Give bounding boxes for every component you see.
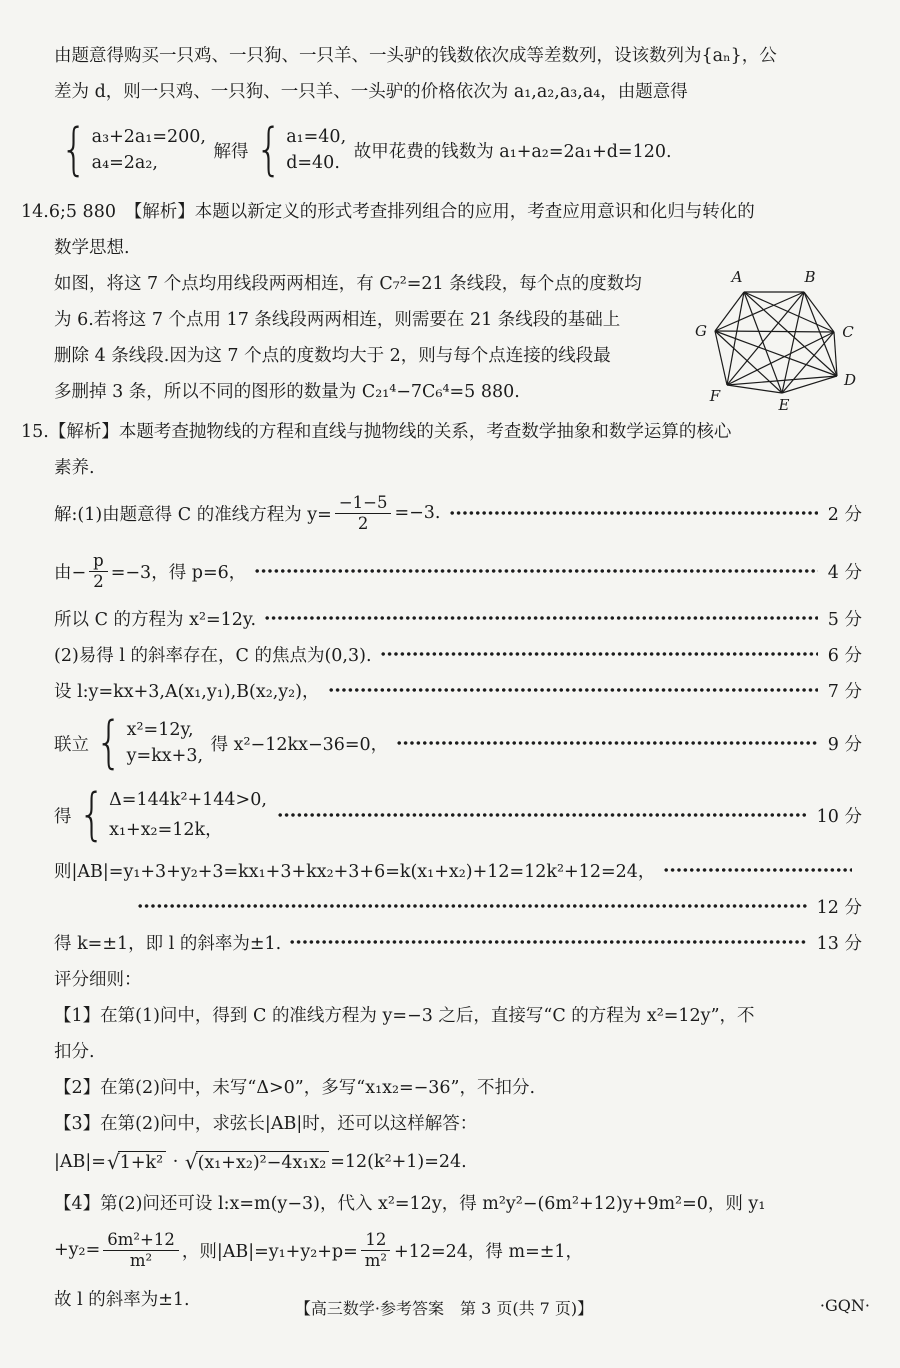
score-label: 2 分	[827, 504, 862, 525]
question-13-14-solution	[21, 36, 862, 264]
text-line	[21, 412, 862, 448]
score-label: 10 分	[816, 806, 862, 827]
math-text: 多删掉 3 条，所以不同的图形的数量为 C₂₁⁴−7C₆⁴=5 880.	[54, 381, 520, 402]
footer-code-label: ·GQN·	[819, 1296, 870, 1315]
question-15-solution	[21, 412, 862, 1316]
math-text: 【3】在第(2)问中，求弦长|AB|时，还可以这样解答：	[54, 1113, 478, 1134]
math-text: 差为 d，则一只鸡、一只狗、一只羊、一头驴的价格依次为 a₁,a₂,a₃,a₄，由题意得	[54, 81, 688, 102]
math-text: 则|AB|=y₁+3+y₂+3=kx₁+3+kx₂+3+6=k(x₁+x₂)+12=12k²+12=24，	[54, 861, 656, 882]
vertex-label-B: B	[804, 268, 816, 286]
text-line	[54, 542, 862, 600]
math-text: 为 6.若将这 7 个点用 17 条线段两两相连，则需要在 21 条线段的基础上	[54, 309, 621, 330]
graph-edge-BG	[715, 292, 804, 331]
math-text: 解得	[207, 141, 249, 162]
text-line	[54, 996, 862, 1032]
text-line	[54, 960, 862, 996]
brace-system: { x²=12y, y=kx+3,	[95, 709, 204, 775]
math-text: =−3.	[394, 503, 441, 523]
math-text: 由题意得购买一只鸡、一只狗、一只羊、一头驴的钱数依次成等差数列，设该数列为{aₙ}，公	[54, 45, 777, 66]
text-line	[54, 636, 862, 672]
fraction: $\frac{\text{6m²+12}}{\text{m²}}$	[103, 1230, 179, 1271]
dotted-leader	[277, 813, 807, 817]
math-text: 【1】在第(1)问中，得到 C 的准线方程为 y=−3 之后，直接写“C 的方程为 x²=12y”，不	[54, 1005, 755, 1026]
math-text: ，则|AB|=y₁+y₂+p=	[181, 1241, 358, 1262]
brace-system: { Δ=144k²+144>0, x₁+x₂=12k，	[77, 781, 267, 847]
text-line	[21, 192, 862, 228]
vertex-label-G: G	[695, 322, 707, 340]
math-text: 得 k=±1，即 l 的斜率为±1.	[54, 933, 282, 954]
text-line	[54, 484, 862, 542]
math-text: =12(k²+1)=24.	[330, 1152, 467, 1172]
text-line	[54, 228, 862, 264]
text-line	[54, 1220, 862, 1280]
math-text: +y₂=	[54, 1240, 101, 1260]
text-line	[54, 36, 862, 72]
math-text: +12=24，得 m=±1，	[394, 1241, 584, 1262]
math-text: 评分细则：	[54, 969, 142, 990]
text-line	[54, 1184, 862, 1220]
page-footer	[0, 1296, 900, 1326]
score-label: 7 分	[827, 681, 862, 702]
math-text: 素养.	[54, 457, 95, 478]
graph-edge-BC	[804, 292, 834, 332]
math-text: 如图，将这 7 个点均用线段两两相连，有 C₇²=21 条线段，每个点的度数均	[54, 273, 642, 294]
k7-graph-figure	[682, 264, 862, 412]
square-root: √ 1+k²	[107, 1151, 166, 1173]
text-line	[54, 264, 682, 300]
text-line	[54, 1068, 862, 1104]
graph-edge-EF	[727, 385, 782, 393]
graph-edge-CG	[715, 331, 834, 332]
graph-edge-BF	[727, 292, 804, 385]
score-label: 4 分	[827, 562, 862, 583]
text-line	[54, 600, 862, 636]
vertex-label-E: E	[778, 396, 790, 412]
math-text: 故 l 的斜率为±1.	[54, 1289, 190, 1310]
left-brace: {	[60, 116, 88, 182]
left-brace: {	[255, 116, 282, 182]
question-14-figure-text	[54, 264, 682, 412]
math-text: 【2】在第(2)问中，未写“Δ>0”，多写“x₁x₂=−36”，不扣分.	[54, 1077, 536, 1098]
footer-page-label: 【高三数学·参考答案 第 3 页(共 7 页)】	[294, 1299, 594, 1318]
text-line	[54, 778, 862, 852]
score-label: 9 分	[827, 734, 862, 755]
score-label: 6 分	[827, 645, 862, 666]
brace-system: { a₃+2a₁=200, a₄=2a₂,	[60, 116, 206, 182]
text-line	[54, 448, 862, 484]
text-line	[54, 336, 682, 372]
question-14-figure-block	[54, 264, 862, 412]
fraction: $\frac{12}{\text{m²}}$	[361, 1230, 391, 1271]
k7-graph	[692, 268, 862, 412]
dotted-leader	[380, 652, 818, 656]
math-text: 删除 4 条线段.因为这 7 个点的度数均大于 2，则与每个点连接的线段最	[54, 345, 611, 366]
graph-edge-AD	[744, 292, 837, 376]
text-line	[54, 1104, 862, 1140]
vertex-label-F: F	[709, 387, 721, 405]
square-root: √ (x₁+x₂)²−4x₁x₂	[185, 1151, 329, 1173]
math-text: 解:(1)由题意得 C 的准线方程为 y=	[54, 504, 332, 525]
graph-edge-FG	[715, 331, 727, 385]
score-label: 5 分	[827, 609, 862, 630]
math-text: 扣分.	[54, 1041, 95, 1062]
math-text: 【4】第(2)问还可设 l:x=m(y−3)，代入 x²=12y，得 m²y²−(6m²+12)y+9m²=0，则 y₁	[54, 1193, 766, 1214]
fraction: $\frac{p}{2}$	[89, 551, 108, 592]
graph-edge-AE	[744, 292, 782, 393]
math-text: 联立	[54, 734, 89, 755]
dotted-leader	[663, 868, 852, 872]
math-text: 14.6;5 880 【解析】本题以新定义的形式考查排列组合的应用，考查应用意识和化归与转化的	[21, 201, 755, 222]
math-text: =−3，得 p=6，	[110, 562, 247, 583]
text-line	[54, 300, 682, 336]
text-line	[129, 888, 862, 924]
fraction: $\frac{-1-5}{2}$	[335, 493, 392, 534]
math-text: 得	[54, 806, 72, 827]
dotted-leader	[396, 741, 818, 745]
math-text: 得 x²−12kx−36=0，	[205, 734, 389, 755]
text-line	[54, 72, 862, 108]
vertex-label-C: C	[842, 323, 854, 341]
text-line	[54, 672, 862, 708]
text-line	[54, 108, 862, 192]
math-text: 数学思想.	[54, 237, 130, 258]
math-text: 所以 C 的方程为 x²=12y.	[54, 609, 257, 630]
dotted-leader	[264, 616, 818, 620]
math-text: ·	[167, 1152, 184, 1172]
text-line	[54, 924, 862, 960]
dotted-leader	[289, 940, 806, 944]
text-line	[54, 1140, 862, 1184]
brace-system: { a₁=40, d=40.	[255, 116, 347, 182]
text-line	[54, 852, 862, 888]
left-brace: {	[77, 781, 105, 847]
dotted-leader	[449, 511, 818, 515]
vertex-label-A: A	[731, 268, 743, 286]
score-label: 12 分	[816, 897, 862, 918]
math-text: |AB|=	[54, 1152, 106, 1172]
text-line	[54, 1032, 862, 1068]
math-text: 15.【解析】本题考查抛物线的方程和直线与抛物线的关系，考查数学抽象和数学运算的核心	[21, 421, 732, 442]
math-text: 故甲花费的钱数为 a₁+a₂=2a₁+d=120.	[348, 141, 672, 162]
graph-edge-CE	[782, 332, 834, 393]
dotted-leader	[254, 569, 818, 573]
text-line	[54, 708, 862, 778]
dotted-leader	[328, 688, 818, 692]
math-text: (2)易得 l 的斜率存在，C 的焦点为(0,3).	[54, 645, 372, 666]
score-label: 13 分	[816, 933, 862, 954]
math-text: 设 l:y=kx+3,A(x₁,y₁),B(x₂,y₂)，	[54, 681, 320, 702]
dotted-leader	[137, 904, 807, 908]
left-brace: {	[95, 709, 123, 775]
text-line	[54, 372, 682, 408]
vertex-label-D: D	[843, 371, 857, 389]
math-text: 由−	[54, 562, 87, 583]
